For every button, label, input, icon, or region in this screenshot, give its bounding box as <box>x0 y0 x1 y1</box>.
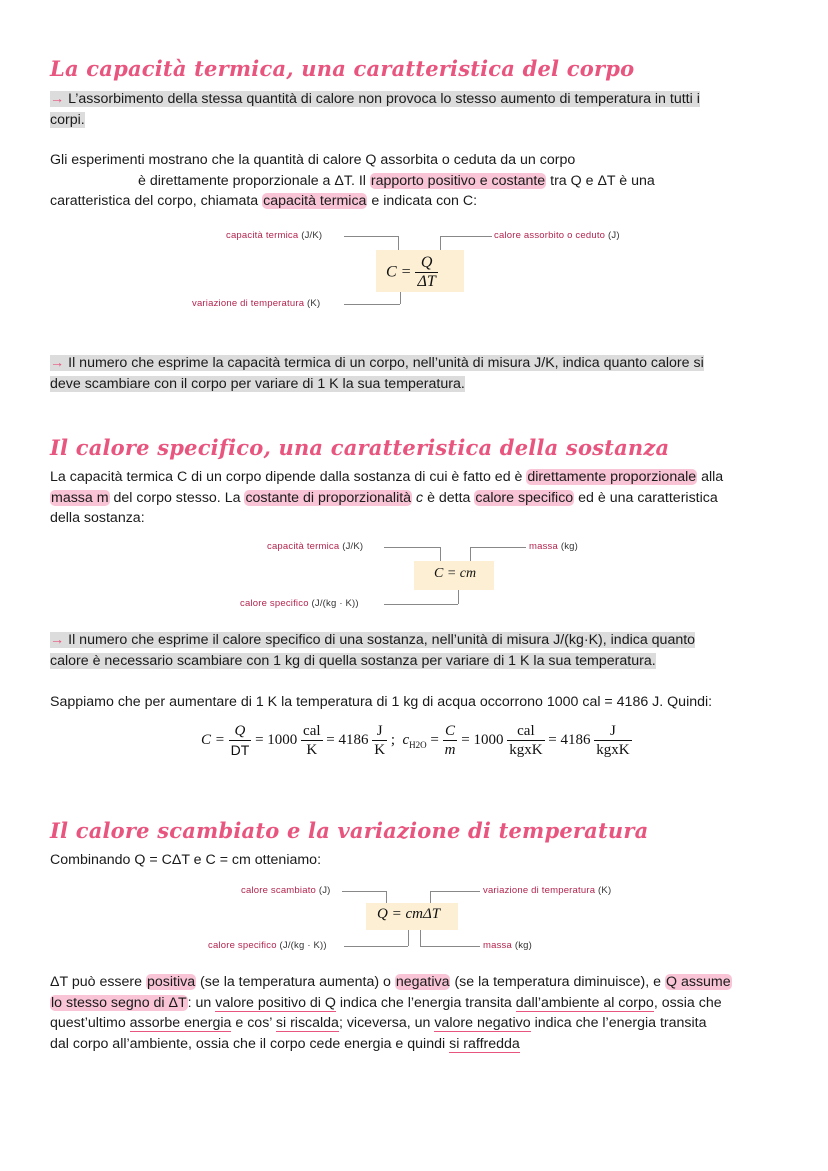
intro-note: → L’assorbimento della stessa quantità di calore non provoca lo stesso aumento di temperatura in tutti i corpi. <box>50 91 700 128</box>
paragraph-calore-specifico: La capacità termica C di un corpo dipende dalla sostanza di cui è fatto ed è direttamente proporzionale alla massa m del corpo stesso. La costante di proporzionalità c è detta calore specifico ed è una caratteristica della sostanza: <box>50 469 724 526</box>
label-calore-scambiato: calore scambiato (J) <box>241 885 331 896</box>
arrow-icon: → <box>50 91 65 107</box>
section-title-calore-scambiato: Il calore scambiato e la variazione di temperatura <box>50 818 649 843</box>
label-calore-specifico: calore specifico (J/(kg · K)) <box>208 940 327 951</box>
label-massa: massa (kg) <box>529 541 578 552</box>
note-calore-specifico: → Il numero che esprime il calore specifico di una sostanza, nell’unità di misura J/(kg·K), indica quanto calore è necessario scambiare con 1 kg di quella sostanza per variare di 1 K la sua temperatura. <box>50 632 696 669</box>
paragraph-segno: ΔT può essere positiva (se la temperatura aumenta) o negativa (se la temperatura diminuisce), e Q assume lo stesso segno di ΔT: un valore positivo di Q indica che l’energia transita dall’ambiente al corpo, ossia che quest’ultimo assorbe energia e cos’ si riscalda; viceversa, un valore negativo indica che l’energia transita dal corpo all’ambiente, ossia che il corpo cede energia e quindi si raffredda <box>50 974 731 1052</box>
label-capacita-termica: capacità termica (J/K) <box>267 541 364 552</box>
section-title-calore-specifico: Il calore specifico, una caratteristica della sostanza <box>50 435 670 460</box>
label-variazione-temperatura: variazione di temperatura (K) <box>483 885 612 896</box>
math-acqua: C = $\frac{Q}{DT}$ = 1000 $\frac{\text{cal}}{K}$ = 4186 $\frac{J}{K}$ ; $c_{H2O}$ = $\frac{C}{m}$ = 1000 $\frac{\text{cal}}{\text{kgxK}}$ = 4186 $\frac{J}{\text{kgxK}}$ <box>201 723 630 758</box>
section-title-capacita-termica: La capacità termica, una caratteristica del corpo <box>50 56 635 81</box>
paragraph-acqua: Sappiamo che per aumentare di 1 K la temperatura di 1 kg di acqua occorrono 1000 cal = 4186 J. Quindi: <box>50 694 713 710</box>
formula-q-cm-dt: Q = cmΔT <box>377 906 441 922</box>
arrow-icon: → <box>50 355 65 371</box>
note-capacita: → Il numero che esprime la capacità termica di un corpo, nell’unità di misura J/K, indica quanto calore si deve scambiare con il corpo per variare di 1 K la sua temperatura. <box>50 355 704 392</box>
label-calore-specifico: calore specifico (J/(kg · K)) <box>240 598 359 609</box>
paragraph-capacita: Gli esperimenti mostrano che la quantità di calore Q assorbita o ceduta da un corpo è direttamente proporzionale a ΔT. Il rapporto positivo e costante tra Q e ΔT è una caratteristica del corpo, chiamata capacità termica e indicata con C: <box>50 152 655 209</box>
formula-c-q-dt: C = $\frac{Q}{\Delta T}$ <box>386 254 436 290</box>
label-calore-assorbito: calore assorbito o ceduto (J) <box>494 230 620 241</box>
formula-c-cm: C = cm <box>434 566 477 581</box>
label-massa: massa (kg) <box>483 940 532 951</box>
label-capacita-termica: capacità termica (J/K) <box>226 230 323 241</box>
label-variazione-temperatura: variazione di temperatura (K) <box>192 298 321 309</box>
paragraph-combinando: Combinando Q = CΔT e C = cm otteniamo: <box>50 852 322 868</box>
arrow-icon: → <box>50 632 65 648</box>
